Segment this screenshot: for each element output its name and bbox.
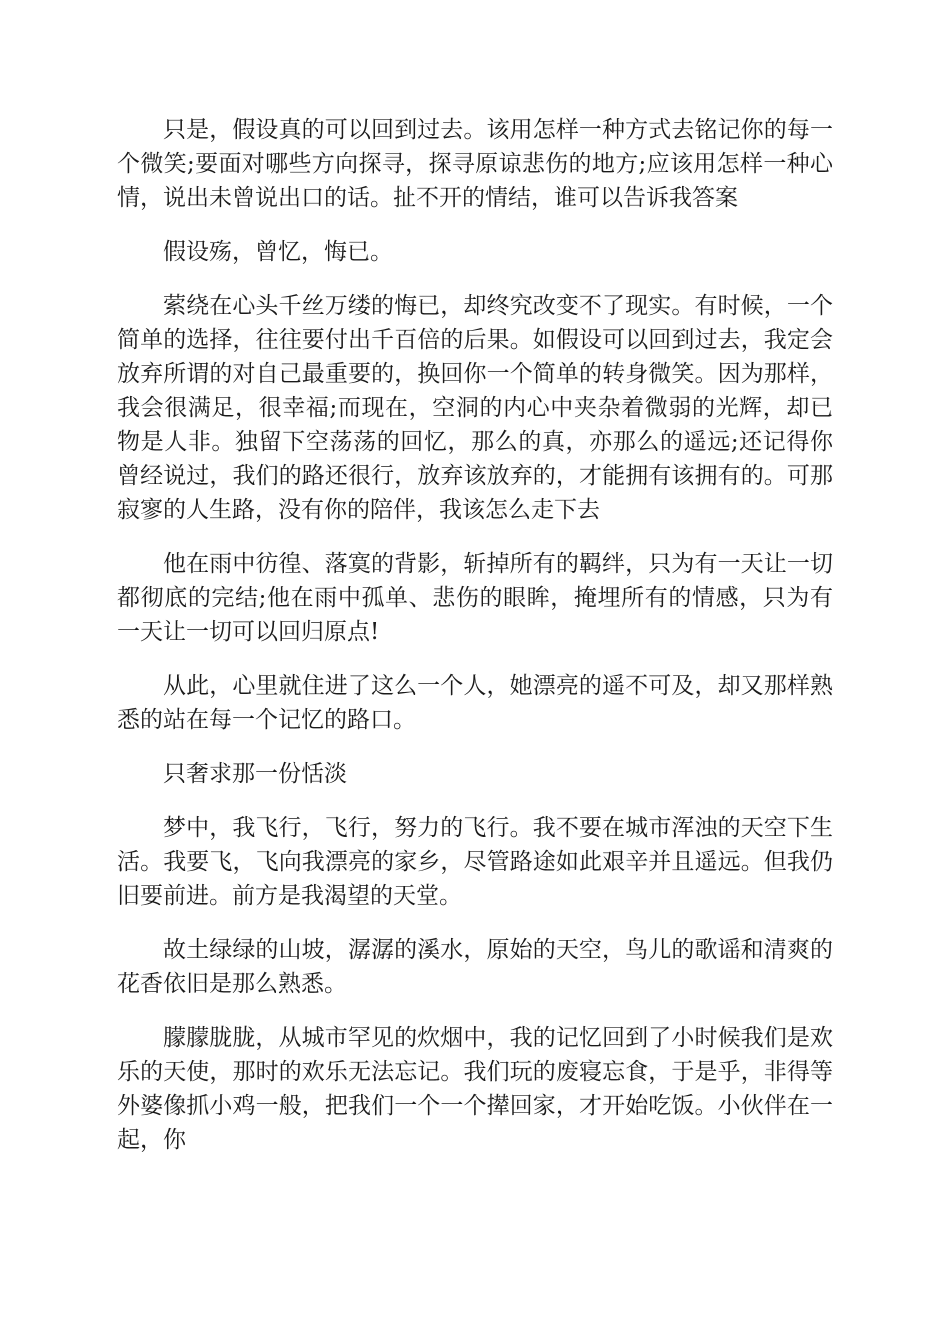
paragraph: 萦绕在心头千丝万缕的悔已，却终究改变不了现实。有时候，一个简单的选择，往往要付出千百倍的后果。如假设可以回到过去，我定会放弃所谓的对自己最重要的，换回你一个简单的转身微笑。因为那样，我会很满足，很幸福;而现在，空洞的内心中夹杂着微弱的光辉，却已物是人非。独留下空荡荡的回忆，那么的真，亦那么的遥远;还记得你曾经说过，我们的路还很行，放弃该放弃的，才能拥有该拥有的。可那寂寥的人生路，没有你的陪伴，我该怎么走下去 (117, 293, 833, 523)
paragraph: 假设殇，曾忆，悔已。 (163, 239, 393, 265)
paragraph: 只是，假设真的可以回到过去。该用怎样一种方式去铭记你的每一个微笑;要面对哪些方向探寻，探寻原谅悲伤的地方;应该用怎样一种心情，说出未曾说出口的话。扯不开的情结，谁可以告诉我答案 (117, 117, 833, 211)
paragraph: 梦中，我飞行，飞行，努力的飞行。我不要在城市浑浊的天空下生活。我要飞，飞向我漂亮的家乡，尽管路途如此艰辛并且遥远。但我仍旧要前进。前方是我渴望的天堂。 (117, 815, 833, 909)
paragraph: 他在雨中彷徨、落寞的背影，斩掉所有的羁绊，只为有一天让一切都彻底的完结;他在雨中孤单、悲伤的眼眸，掩埋所有的情感，只为有一天让一切可以回归原点! (117, 551, 833, 645)
paragraph: 只奢求那一份恬淡 (163, 761, 347, 787)
paragraph: 从此，心里就住进了这么一个人，她漂亮的遥不可及，却又那样熟悉的站在每一个记忆的路口。 (117, 673, 833, 733)
paragraph: 故土绿绿的山坡，潺潺的溪水，原始的天空，鸟儿的歌谣和清爽的花香依旧是那么熟悉。 (117, 937, 833, 997)
paragraph: 朦朦胧胧，从城市罕见的炊烟中，我的记忆回到了小时候我们是欢乐的天使，那时的欢乐无法忘记。我们玩的废寝忘食，于是乎，非得等外婆像抓小鸡一般，把我们一个一个撵回家，才开始吃饭。小伙伴在一起，你 (117, 1025, 833, 1153)
document-body (117, 113, 833, 1177)
